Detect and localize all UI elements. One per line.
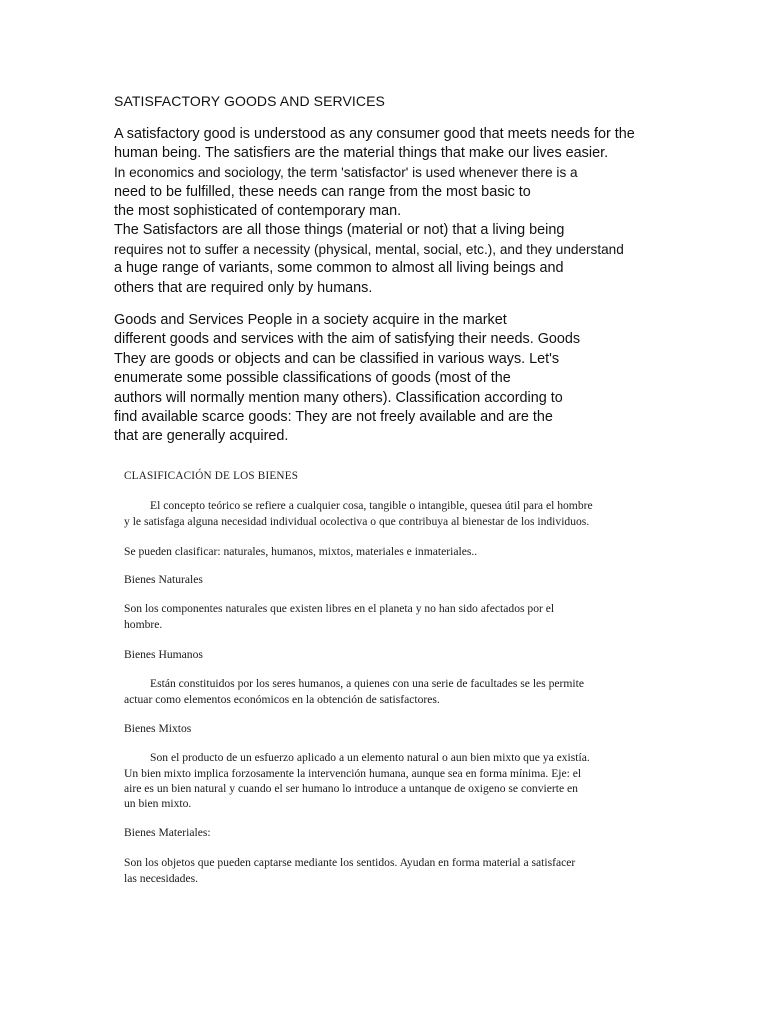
section-heading: CLASIFICACIÓN DE LOS BIENES bbox=[124, 470, 299, 482]
text-line: that are generally acquired. bbox=[114, 428, 289, 445]
text-line: enumerate some possible classifications of goods (most of the bbox=[114, 370, 511, 387]
text-line: actuar como elementos económicos en la obtención de satisfactores. bbox=[124, 693, 440, 706]
text-line: A satisfactory good is understood as any consumer good that meets needs for the bbox=[114, 126, 635, 142]
subheading-bienes-naturales: Bienes Naturales bbox=[124, 573, 203, 586]
text-line: y le satisfaga alguna necesidad individual ocolectiva o que contribuya al bienestar de los individuos. bbox=[124, 515, 590, 528]
text-line: the most sophisticated of contemporary man. bbox=[114, 202, 402, 219]
text-line: Están constituidos por los seres humanos, a quienes con una serie de facultades se les permite bbox=[150, 677, 585, 690]
text-line: requires not to suffer a necessity (physical, mental, social, etc.), and they understand bbox=[114, 242, 624, 258]
text-line: Son los componentes naturales que existen libres en el planeta y no han sido afectados por el bbox=[124, 602, 555, 615]
text-line: Son los objetos que pueden captarse mediante los sentidos. Ayudan en forma material a satisfacer bbox=[124, 856, 576, 869]
text-line: different goods and services with the aim of satisfying their needs. Goods bbox=[114, 331, 581, 348]
text-line: others that are required only by humans. bbox=[114, 279, 373, 296]
text-line: a huge range of variants, some common to almost all living beings and bbox=[114, 260, 564, 277]
text-line: Son el producto de un esfuerzo aplicado a un elemento natural o aun bien mixto que ya existía. bbox=[150, 751, 590, 764]
text-line: find available scarce goods: They are not freely available and are the bbox=[114, 409, 553, 426]
text-line: aire es un bien natural y cuando el ser humano lo introduce a untanque de oxigeno se convierte en bbox=[124, 782, 578, 795]
subheading-bienes-materiales: Bienes Materiales: bbox=[124, 826, 211, 839]
text-line: need to be fulfilled, these needs can range from the most basic to bbox=[114, 183, 531, 200]
document-title: SATISFACTORY GOODS AND SERVICES bbox=[114, 93, 385, 109]
paragraph-satisfiers bbox=[114, 125, 674, 298]
paragraph-goods-services bbox=[114, 311, 674, 447]
classification-list: Se pueden clasificar: naturales, humanos, mixtos, materiales e inmateriales.. bbox=[124, 545, 478, 558]
text-line: They are goods or objects and can be classified in various ways. Let's bbox=[114, 350, 560, 367]
text-line: human being. The satisfiers are the material things that make our lives easier. bbox=[114, 145, 609, 162]
text-line: un bien mixto. bbox=[124, 797, 192, 810]
text-line: Un bien mixto implica forzosamente la intervención humana, aunque sea en forma mínima. Eje: el bbox=[124, 767, 582, 780]
text-line: las necesidades. bbox=[124, 872, 199, 885]
subheading-bienes-mixtos: Bienes Mixtos bbox=[124, 722, 192, 735]
text-line: authors will normally mention many others). Classification according to bbox=[114, 389, 563, 406]
text-line: Goods and Services People in a society acquire in the market bbox=[114, 312, 507, 328]
text-line: The Satisfactors are all those things (material or not) that a living being bbox=[114, 222, 565, 239]
subheading-bienes-humanos: Bienes Humanos bbox=[124, 648, 203, 661]
text-line: hombre. bbox=[124, 618, 163, 631]
text-line: In economics and sociology, the term 'satisfactor' is used whenever there is a bbox=[114, 165, 578, 181]
text-line: El concepto teórico se refiere a cualquier cosa, tangible o intangible, quesea útil para el hombre bbox=[150, 499, 593, 512]
